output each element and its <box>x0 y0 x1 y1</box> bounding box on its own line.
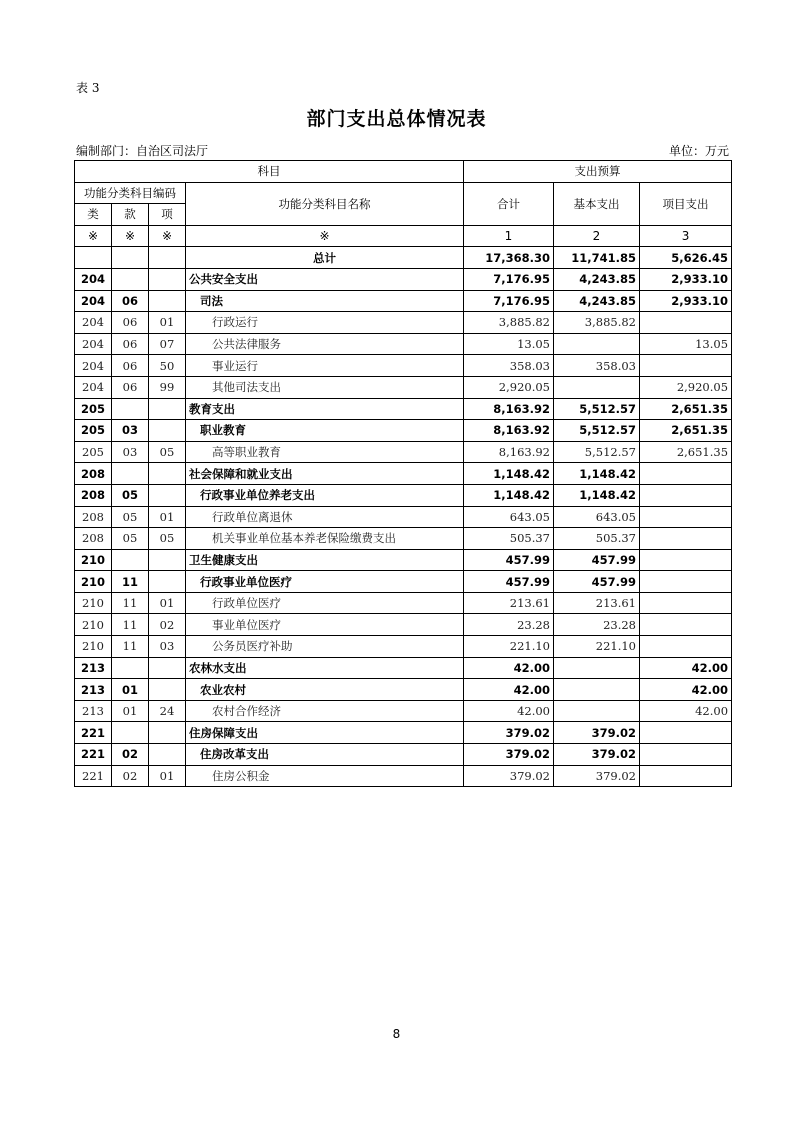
table-row <box>75 765 732 787</box>
header-subject: 科目 <box>75 161 464 183</box>
cell-project <box>640 355 732 377</box>
cell-total: 379.02 <box>464 744 554 766</box>
table-row <box>75 268 732 290</box>
cell-project <box>640 312 732 334</box>
cell-kuan: 03 <box>112 420 149 442</box>
cell-name: 农村合作经济 <box>186 700 464 722</box>
cell-total: 358.03 <box>464 355 554 377</box>
cell-kuan: 05 <box>112 484 149 506</box>
cell-kuan <box>112 463 149 485</box>
page-number: 8 <box>392 1027 401 1041</box>
cell-basic: 358.03 <box>554 355 640 377</box>
cell-project <box>640 528 732 550</box>
cell-project: 42.00 <box>640 657 732 679</box>
cell-basic: 11,741.85 <box>554 247 640 269</box>
table-row <box>75 614 732 636</box>
table-row <box>75 463 732 485</box>
cell-name: 住房改革支出 <box>186 744 464 766</box>
cell-lei: 204 <box>75 268 112 290</box>
cell-kuan <box>112 268 149 290</box>
header-basic: 基本支出 <box>554 182 640 225</box>
cell-total: 221.10 <box>464 636 554 658</box>
cell-basic: 505.37 <box>554 528 640 550</box>
cell-project: 2,933.10 <box>640 290 732 312</box>
cell-project <box>640 744 732 766</box>
cell-basic <box>554 679 640 701</box>
cell-total: 17,368.30 <box>464 247 554 269</box>
cell-total: 379.02 <box>464 722 554 744</box>
table-row <box>75 355 732 377</box>
cell-name: 高等职业教育 <box>186 441 464 463</box>
cell-total: 2,920.05 <box>464 376 554 398</box>
compiling-department: 编制部门：自治区司法厅 <box>76 144 209 158</box>
cell-total: 42.00 <box>464 700 554 722</box>
cell-kuan: 11 <box>112 636 149 658</box>
cell-basic <box>554 700 640 722</box>
cell-kuan: 06 <box>112 333 149 355</box>
cell-kuan: 01 <box>112 679 149 701</box>
table-row <box>75 722 732 744</box>
header-name-col: 功能分类科目名称 <box>186 182 464 225</box>
table-row <box>75 484 732 506</box>
cell-xiang: 50 <box>149 355 186 377</box>
cell-xiang <box>149 420 186 442</box>
cell-name: 司法 <box>186 290 464 312</box>
cell-lei: 221 <box>75 765 112 787</box>
cell-total: 505.37 <box>464 528 554 550</box>
cell-kuan <box>112 657 149 679</box>
cell-name: 行政事业单位养老支出 <box>186 484 464 506</box>
table-row <box>75 506 732 528</box>
cell-basic: 379.02 <box>554 722 640 744</box>
cell-xiang <box>149 744 186 766</box>
cell-basic: 379.02 <box>554 765 640 787</box>
cell-total: 23.28 <box>464 614 554 636</box>
index-3: 3 <box>640 225 732 247</box>
cell-kuan: 05 <box>112 506 149 528</box>
cell-basic: 1,148.42 <box>554 484 640 506</box>
header-kuan: 款 <box>112 204 149 226</box>
expenditure-table <box>74 160 732 787</box>
cell-xiang: 24 <box>149 700 186 722</box>
cell-total: 457.99 <box>464 571 554 593</box>
cell-name: 住房公积金 <box>186 765 464 787</box>
cell-lei: 208 <box>75 528 112 550</box>
cell-xiang: 07 <box>149 333 186 355</box>
cell-basic: 4,243.85 <box>554 290 640 312</box>
cell-kuan: 11 <box>112 614 149 636</box>
cell-xiang: 05 <box>149 528 186 550</box>
cell-project: 2,651.35 <box>640 420 732 442</box>
cell-project: 2,651.35 <box>640 398 732 420</box>
cell-kuan: 06 <box>112 312 149 334</box>
cell-total: 42.00 <box>464 679 554 701</box>
cell-total: 8,163.92 <box>464 441 554 463</box>
cell-kuan: 03 <box>112 441 149 463</box>
cell-total: 379.02 <box>464 765 554 787</box>
cell-name: 社会保障和就业支出 <box>186 463 464 485</box>
cell-name: 其他司法支出 <box>186 376 464 398</box>
table-row <box>75 247 732 269</box>
cell-name: 农林水支出 <box>186 657 464 679</box>
table-row <box>75 290 732 312</box>
table-number: 表 3 <box>76 81 100 95</box>
cell-name: 住房保障支出 <box>186 722 464 744</box>
cell-lei: 204 <box>75 333 112 355</box>
cell-basic: 379.02 <box>554 744 640 766</box>
table-row <box>75 333 732 355</box>
cell-xiang <box>149 268 186 290</box>
cell-xiang <box>149 290 186 312</box>
cell-name: 行政运行 <box>186 312 464 334</box>
table-row <box>75 528 732 550</box>
cell-kuan <box>112 722 149 744</box>
cell-name: 行政单位离退休 <box>186 506 464 528</box>
cell-total: 3,885.82 <box>464 312 554 334</box>
cell-name: 行政单位医疗 <box>186 592 464 614</box>
table-row <box>75 744 732 766</box>
cell-project: 5,626.45 <box>640 247 732 269</box>
cell-name: 卫生健康支出 <box>186 549 464 571</box>
table-row <box>75 592 732 614</box>
mark-xiang: ※ <box>149 225 186 247</box>
cell-kuan: 02 <box>112 744 149 766</box>
cell-kuan: 02 <box>112 765 149 787</box>
mark-name: ※ <box>186 225 464 247</box>
cell-kuan: 01 <box>112 700 149 722</box>
cell-project <box>640 592 732 614</box>
header-project: 项目支出 <box>640 182 732 225</box>
cell-xiang <box>149 398 186 420</box>
cell-project <box>640 636 732 658</box>
table-row <box>75 312 732 334</box>
cell-name: 事业运行 <box>186 355 464 377</box>
cell-total: 643.05 <box>464 506 554 528</box>
cell-xiang: 01 <box>149 506 186 528</box>
cell-basic <box>554 657 640 679</box>
cell-total: 7,176.95 <box>464 268 554 290</box>
cell-lei: 204 <box>75 355 112 377</box>
cell-lei: 210 <box>75 592 112 614</box>
cell-xiang: 99 <box>149 376 186 398</box>
cell-xiang: 01 <box>149 765 186 787</box>
cell-name: 公务员医疗补助 <box>186 636 464 658</box>
cell-basic <box>554 333 640 355</box>
cell-name: 总计 <box>186 247 464 269</box>
cell-project <box>640 765 732 787</box>
cell-basic: 4,243.85 <box>554 268 640 290</box>
cell-xiang: 05 <box>149 441 186 463</box>
page-title: 部门支出总体情况表 <box>306 108 487 130</box>
cell-name: 公共安全支出 <box>186 268 464 290</box>
cell-lei: 205 <box>75 420 112 442</box>
cell-xiang <box>149 722 186 744</box>
cell-lei: 221 <box>75 744 112 766</box>
cell-basic: 457.99 <box>554 571 640 593</box>
table-row <box>75 700 732 722</box>
cell-basic: 3,885.82 <box>554 312 640 334</box>
cell-basic: 221.10 <box>554 636 640 658</box>
cell-kuan: 06 <box>112 376 149 398</box>
cell-project <box>640 722 732 744</box>
cell-lei: 208 <box>75 463 112 485</box>
cell-total: 457.99 <box>464 549 554 571</box>
table-row <box>75 441 732 463</box>
cell-basic: 23.28 <box>554 614 640 636</box>
cell-lei <box>75 247 112 269</box>
index-2: 2 <box>554 225 640 247</box>
cell-basic: 1,148.42 <box>554 463 640 485</box>
cell-project <box>640 506 732 528</box>
cell-lei: 213 <box>75 657 112 679</box>
cell-total: 7,176.95 <box>464 290 554 312</box>
header-xiang: 项 <box>149 204 186 226</box>
cell-lei: 213 <box>75 700 112 722</box>
cell-lei: 221 <box>75 722 112 744</box>
cell-name: 机关事业单位基本养老保险缴费支出 <box>186 528 464 550</box>
table-row <box>75 657 732 679</box>
cell-kuan <box>112 549 149 571</box>
cell-lei: 210 <box>75 636 112 658</box>
table-row <box>75 571 732 593</box>
table-row <box>75 420 732 442</box>
cell-lei: 205 <box>75 398 112 420</box>
cell-name: 公共法律服务 <box>186 333 464 355</box>
cell-xiang: 03 <box>149 636 186 658</box>
cell-kuan: 05 <box>112 528 149 550</box>
cell-basic: 5,512.57 <box>554 398 640 420</box>
cell-total: 1,148.42 <box>464 463 554 485</box>
cell-basic <box>554 376 640 398</box>
cell-xiang <box>149 484 186 506</box>
cell-total: 213.61 <box>464 592 554 614</box>
cell-kuan: 11 <box>112 592 149 614</box>
cell-lei: 205 <box>75 441 112 463</box>
cell-kuan: 11 <box>112 571 149 593</box>
table-row <box>75 376 732 398</box>
cell-project: 13.05 <box>640 333 732 355</box>
cell-lei: 210 <box>75 571 112 593</box>
cell-project: 2,651.35 <box>640 441 732 463</box>
table-row <box>75 636 732 658</box>
cell-project <box>640 614 732 636</box>
header-code-group: 功能分类科目编码 <box>75 182 186 204</box>
cell-lei: 204 <box>75 312 112 334</box>
cell-lei: 213 <box>75 679 112 701</box>
index-1: 1 <box>464 225 554 247</box>
cell-lei: 208 <box>75 484 112 506</box>
cell-name: 农业农村 <box>186 679 464 701</box>
cell-name: 行政事业单位医疗 <box>186 571 464 593</box>
cell-basic: 457.99 <box>554 549 640 571</box>
cell-kuan: 06 <box>112 355 149 377</box>
cell-kuan: 06 <box>112 290 149 312</box>
cell-project: 42.00 <box>640 679 732 701</box>
cell-xiang: 01 <box>149 592 186 614</box>
cell-basic: 643.05 <box>554 506 640 528</box>
table-row <box>75 679 732 701</box>
cell-basic: 5,512.57 <box>554 441 640 463</box>
cell-project: 42.00 <box>640 700 732 722</box>
cell-lei: 204 <box>75 290 112 312</box>
cell-xiang: 01 <box>149 312 186 334</box>
cell-kuan <box>112 247 149 269</box>
header-budget: 支出预算 <box>464 161 732 183</box>
cell-xiang <box>149 463 186 485</box>
table-row <box>75 549 732 571</box>
cell-xiang <box>149 571 186 593</box>
cell-lei: 208 <box>75 506 112 528</box>
cell-total: 13.05 <box>464 333 554 355</box>
cell-total: 8,163.92 <box>464 420 554 442</box>
cell-project <box>640 571 732 593</box>
cell-basic: 5,512.57 <box>554 420 640 442</box>
cell-total: 1,148.42 <box>464 484 554 506</box>
mark-lei: ※ <box>75 225 112 247</box>
cell-kuan <box>112 398 149 420</box>
header-lei: 类 <box>75 204 112 226</box>
unit-label: 单位：万元 <box>668 144 729 158</box>
cell-name: 教育支出 <box>186 398 464 420</box>
cell-xiang: 02 <box>149 614 186 636</box>
cell-lei: 210 <box>75 549 112 571</box>
cell-project: 2,933.10 <box>640 268 732 290</box>
cell-lei: 210 <box>75 614 112 636</box>
cell-project <box>640 463 732 485</box>
mark-kuan: ※ <box>112 225 149 247</box>
cell-xiang <box>149 679 186 701</box>
cell-lei: 204 <box>75 376 112 398</box>
cell-basic: 213.61 <box>554 592 640 614</box>
cell-xiang <box>149 549 186 571</box>
cell-name: 事业单位医疗 <box>186 614 464 636</box>
cell-total: 42.00 <box>464 657 554 679</box>
cell-xiang <box>149 247 186 269</box>
cell-total: 8,163.92 <box>464 398 554 420</box>
cell-project <box>640 549 732 571</box>
cell-project <box>640 484 732 506</box>
table-row <box>75 398 732 420</box>
header-total: 合计 <box>464 182 554 225</box>
cell-xiang <box>149 657 186 679</box>
cell-name: 职业教育 <box>186 420 464 442</box>
cell-project: 2,920.05 <box>640 376 732 398</box>
